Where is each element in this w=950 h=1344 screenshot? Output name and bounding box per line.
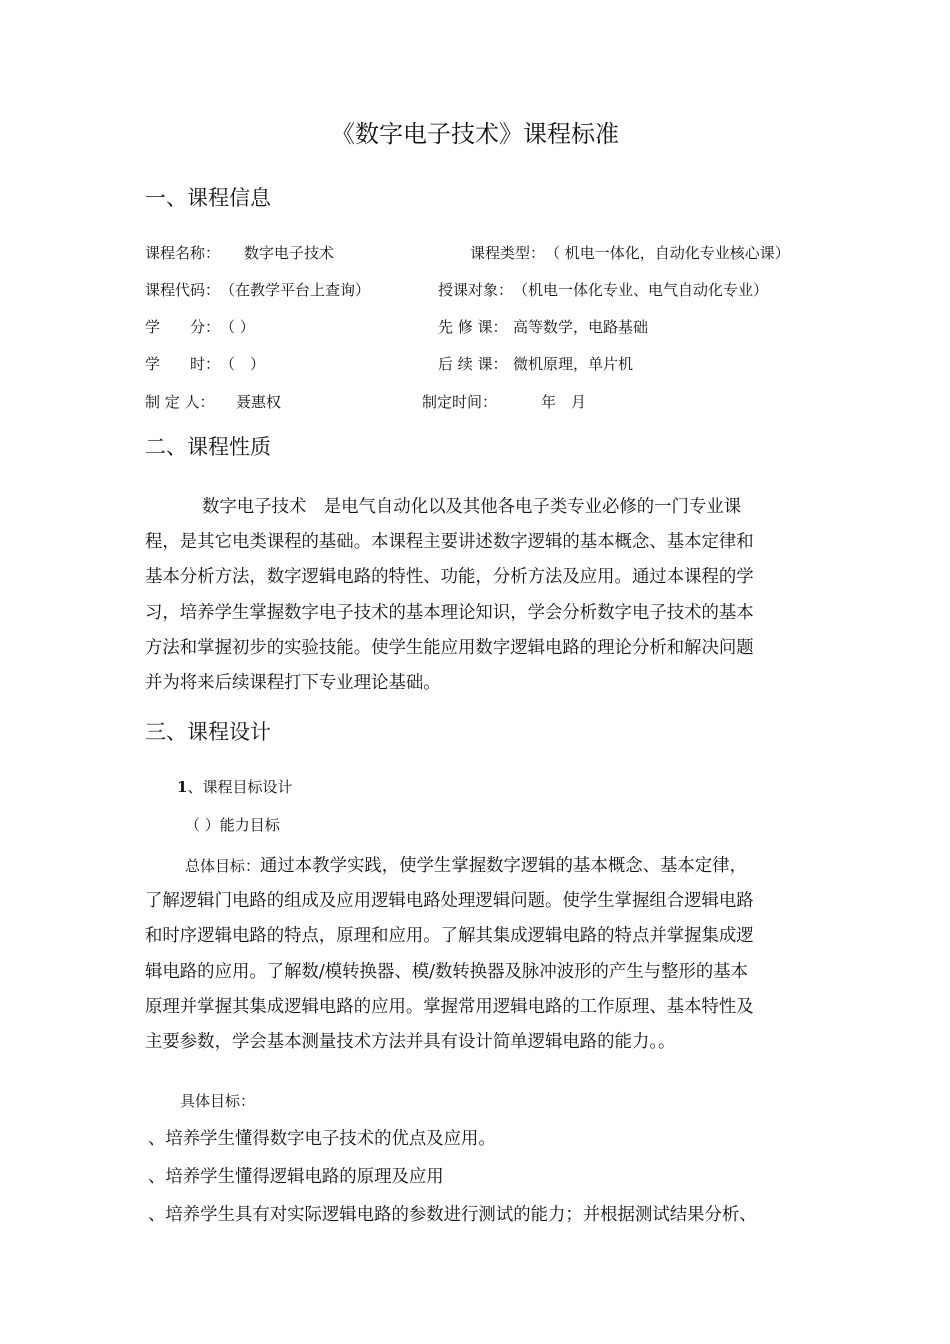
- info-value-credits: （ ）: [220, 318, 255, 336]
- info-label-course-type: 课程类型：: [470, 244, 546, 262]
- section-heading-course-nature: 二、课程性质: [145, 435, 271, 459]
- info-value-hours: （ ）: [220, 355, 266, 373]
- subsection-title: 、课程目标设计: [187, 778, 293, 796]
- course-nature-paragraph: [145, 490, 810, 701]
- paragraph-line: 原理并掌握其集成逻辑电路的应用。掌握常用逻辑电路的工作原理、基本特性及: [145, 996, 754, 1017]
- paragraph-line: 通过本教学实践，使学生掌握数字逻辑的基本概念、基本定律，: [260, 856, 747, 876]
- section-heading-course-design: 三、课程设计: [145, 720, 271, 744]
- paragraph-line: 了解逻辑门电路的组成及应用逻辑电路处理逻辑问题。使学生掌握组合逻辑电路: [145, 891, 754, 912]
- specific-goals-label: 具体目标：: [180, 1092, 256, 1110]
- info-value-prerequisite: 高等数学，电路基础: [513, 318, 649, 336]
- subsection-goal-design: [177, 775, 292, 799]
- document-title: 《数字电子技术》课程标准: [331, 120, 619, 148]
- paragraph-line: 并为将来后续课程打下专业理论基础。: [145, 673, 441, 694]
- overall-goal-label: 总体目标：: [185, 857, 261, 875]
- paragraph-line: 主要参数，学会基本测量技术方法并具有设计简单逻辑电路的能力。。: [145, 1032, 676, 1053]
- info-label-hours: 学 时：: [145, 355, 221, 373]
- info-label-author: 制 定 人：: [145, 393, 215, 411]
- paragraph-line: 基本分析方法，数字逻辑电路的特性、功能，分析方法及应用。通过本课程的学: [145, 567, 754, 588]
- paragraph-line: 和时序逻辑电路的特点，原理和应用。了解其集成逻辑电路的特点并掌握集成逻: [145, 926, 754, 947]
- info-value-date: 年 月: [541, 393, 587, 411]
- info-label-course-code: 课程代码：: [145, 281, 221, 299]
- info-label-credits: 学 分：: [145, 318, 221, 336]
- info-value-course-code: （在教学平台上查询）: [220, 281, 371, 299]
- paragraph-line: 方法和掌握初步的实验技能。使学生能应用数字逻辑电路的理论分析和解决问题: [145, 637, 754, 658]
- info-label-course-name: 课程名称：: [145, 244, 221, 262]
- info-value-course-name: 数字电子技术: [244, 244, 335, 262]
- info-value-audience: （机电一体化专业、电气自动化专业）: [513, 281, 769, 299]
- paragraph-line: 辑电路的应用。了解数/模转换器、模/数转换器及脉冲波形的产生与整形的基本: [145, 961, 749, 982]
- info-label-prerequisite: 先 修 课：: [438, 318, 508, 336]
- info-label-audience: 授课对象：: [438, 281, 514, 299]
- subsection-number: 1: [177, 778, 188, 796]
- info-value-author: 聂惠权: [236, 393, 282, 411]
- info-label-date: 制定时间：: [422, 393, 498, 411]
- paragraph-line: 数字电子技术 是电气自动化以及其他各电子类专业必修的一门专业课: [202, 497, 742, 517]
- specific-goal-item: 、培养学生具有对实际逻辑电路的参数进行测试的能力；并根据测试结果分析、: [148, 1205, 757, 1225]
- specific-goal-item: 、培养学生懂得逻辑电路的原理及应用: [148, 1167, 444, 1187]
- section-heading-course-info: 一、课程信息: [145, 186, 271, 210]
- info-label-follow-up: 后 续 课：: [438, 355, 508, 373]
- paragraph-line: 程，是其它电类课程的基础。本课程主要讲述数字逻辑的基本概念、基本定律和: [145, 532, 754, 553]
- info-value-course-type: （ 机电一体化，自动化专业核心课）: [545, 244, 790, 262]
- overall-goal-paragraph: [145, 849, 810, 1060]
- subsection-ability-goals: （ ）能力目标: [185, 816, 280, 834]
- specific-goal-item: 、培养学生懂得数字电子技术的优点及应用。: [148, 1129, 496, 1149]
- info-value-follow-up: 微机原理，单片机: [513, 355, 634, 373]
- paragraph-line: 习，培养学生掌握数字电子技术的基本理论知识，学会分析数字电子技术的基本: [145, 602, 754, 623]
